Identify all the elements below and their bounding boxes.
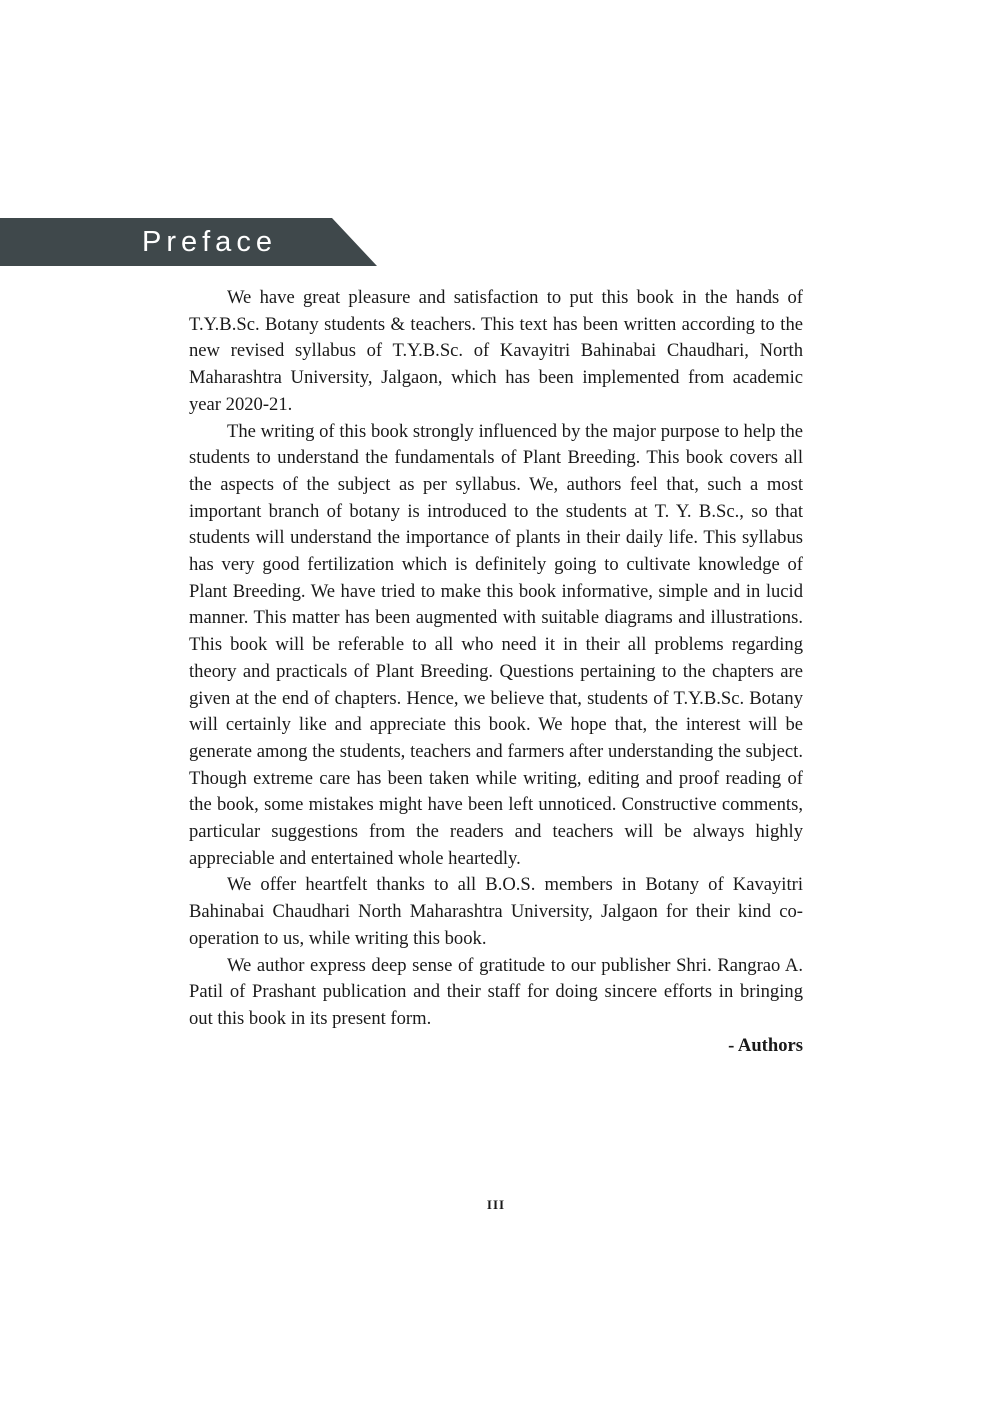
authors-signature: - Authors — [728, 1034, 803, 1056]
page-number: III — [486, 1197, 506, 1212]
preface-body — [189, 285, 803, 1059]
paragraph-thanks: We offer heartfelt thanks to all B.O.S. members in Botany of Kavayitri Bahinabai Chaudhari North Maharashtra University, Jalgaon for their kind co-operation to us, while writing this book. — [189, 874, 803, 949]
preface-heading-banner — [0, 218, 377, 266]
paragraph-gratitude: We author express deep sense of gratitude to our publisher Shri. Rangrao A. Patil of Prashant publication and their staff for doing sincere efforts in bringing out this book in its present form. — [189, 954, 803, 1029]
paragraph-intro: We have great pleasure and satisfaction to put this book in the hands of T.Y.B.Sc. Botany students & teachers. This text has been written according to the new revised syllabus of T.Y.B.Sc. of Kavayitri Bahinabai Chaudhari, North Maharashtra University, Jalgaon, which has been implemented from academic year 2020-21. — [189, 287, 803, 415]
page-title: Preface — [142, 226, 277, 258]
paragraph-purpose: The writing of this book strongly influenced by the major purpose to help the students to understand the fundamentals of Plant Breeding. This book covers all the aspects of the subject as per syllabus. We, authors feel that, such a most important branch of botany is introduced to the students at T. Y. B.Sc., so that students will understand the importance of plants in their daily life. This syllabus has very good fertilization which is definitely going to cultivate knowledge of Plant Breeding. We have tried to make this book informative, simple and in lucid manner. This matter has been augmented with suitable diagrams and illustrations. This book will be referable to all who need it in their all problems regarding theory and practicals of Plant Breeding. Questions pertaining to the chapters are given at the end of chapters. Hence, we believe that, students of T.Y.B.Sc. Botany will certainly like and appreciate this book. We hope that, the interest will be generate among the students, teachers and farmers after understanding the subject. Though extreme care has been taken while writing, editing and proof reading of the book, some mistakes might have been left unnoticed. Constructive comments, particular suggestions from the readers and teachers will be always highly appreciable and entertained whole heartedly. — [189, 420, 803, 869]
